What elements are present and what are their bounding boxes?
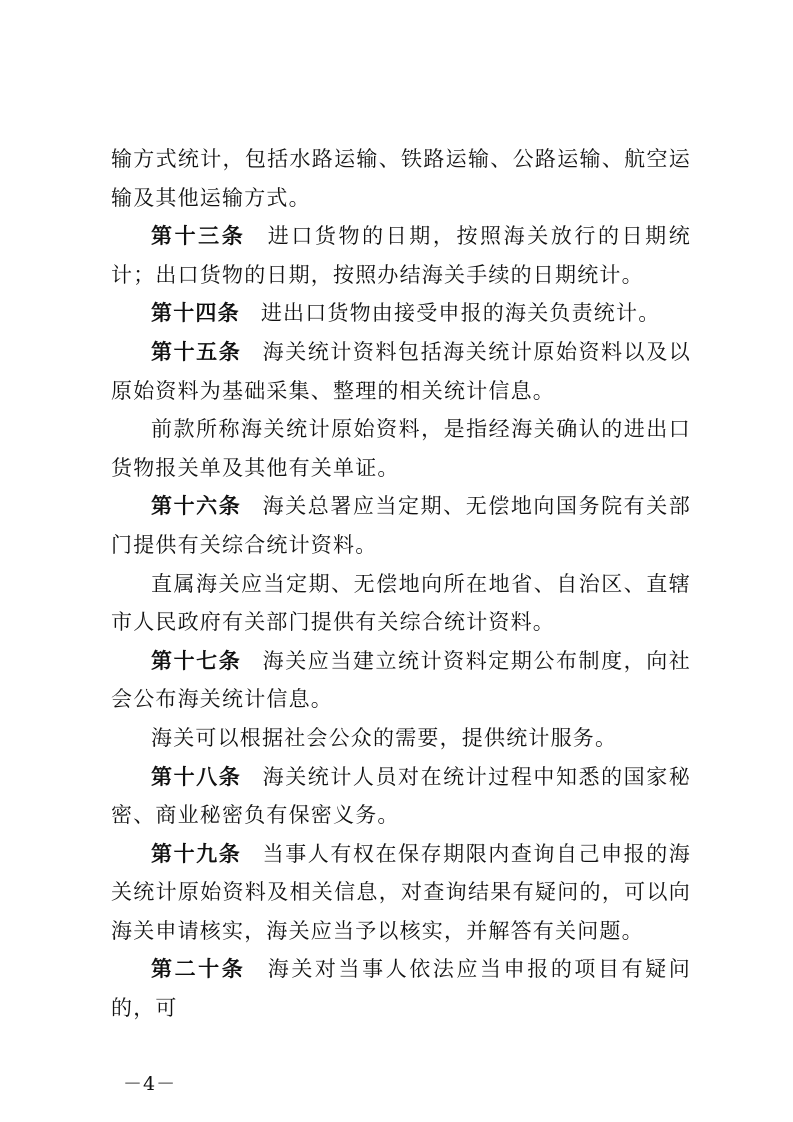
- article-14: [111, 294, 691, 333]
- article-heading: 第二十条: [151, 957, 246, 982]
- paragraph-text: 海关对当事人依法应当申报的项目有疑问的，可: [111, 957, 691, 1021]
- article-heading: 第十六条: [151, 494, 242, 519]
- article-heading: 第十七条: [151, 648, 242, 673]
- article-20: [111, 950, 691, 1027]
- paragraph-text: 海关统计资料包括海关统计原始资料以及以原始资料为基础采集、整理的相关统计信息。: [111, 339, 691, 403]
- article-heading: 第十三条: [151, 224, 246, 249]
- article-19: [111, 835, 691, 951]
- paragraph-text: 海关应当建立统计资料定期公布制度，向社会公布海关统计信息。: [111, 648, 691, 712]
- article-16: [111, 487, 691, 564]
- paragraph: [111, 140, 691, 217]
- article-heading: 第十四条: [151, 301, 240, 326]
- paragraph-text: 直属海关应当定期、无偿地向所在地省、自治区、直辖市人民政府有关部门提供有关综合统计资料。: [111, 571, 691, 635]
- article-heading: 第十九条: [151, 841, 242, 866]
- article-13: [111, 217, 691, 294]
- page-number: －4－: [123, 1073, 177, 1095]
- paragraph-text: 进口货物的日期，按照海关放行的日期统计；出口货物的日期，按照办结海关手续的日期统计。: [111, 224, 691, 287]
- paragraph-text: 输方式统计，包括水路运输、铁路运输、公路运输、航空运输及其他运输方式。: [111, 147, 691, 210]
- article-heading: 第十五条: [151, 339, 242, 364]
- document-body: [111, 140, 691, 1028]
- article-18: [111, 758, 691, 835]
- paragraph-text: 当事人有权在保存期限内查询自己申报的海关统计原始资料及相关信息，对查询结果有疑问的，可以向海关申请核实，海关应当予以核实，并解答有关问题。: [111, 841, 691, 943]
- paragraph: [111, 565, 691, 642]
- article-heading: 第十八条: [151, 764, 242, 789]
- article-17: [111, 642, 691, 719]
- paragraph: [111, 719, 691, 758]
- paragraph-text: 海关统计人员对在统计过程中知悉的国家秘密、商业秘密负有保密义务。: [111, 764, 691, 828]
- paragraph-text: 海关可以根据社会公众的需要，提供统计服务。: [151, 725, 618, 750]
- paragraph-text: 进出口货物由接受申报的海关负责统计。: [260, 301, 661, 326]
- paragraph: [111, 410, 691, 487]
- article-15: [111, 333, 691, 410]
- paragraph-text: 海关总署应当定期、无偿地向国务院有关部门提供有关综合统计资料。: [111, 494, 691, 557]
- paragraph-text: 前款所称海关统计原始资料，是指经海关确认的进出口货物报关单及其他有关单证。: [111, 417, 691, 480]
